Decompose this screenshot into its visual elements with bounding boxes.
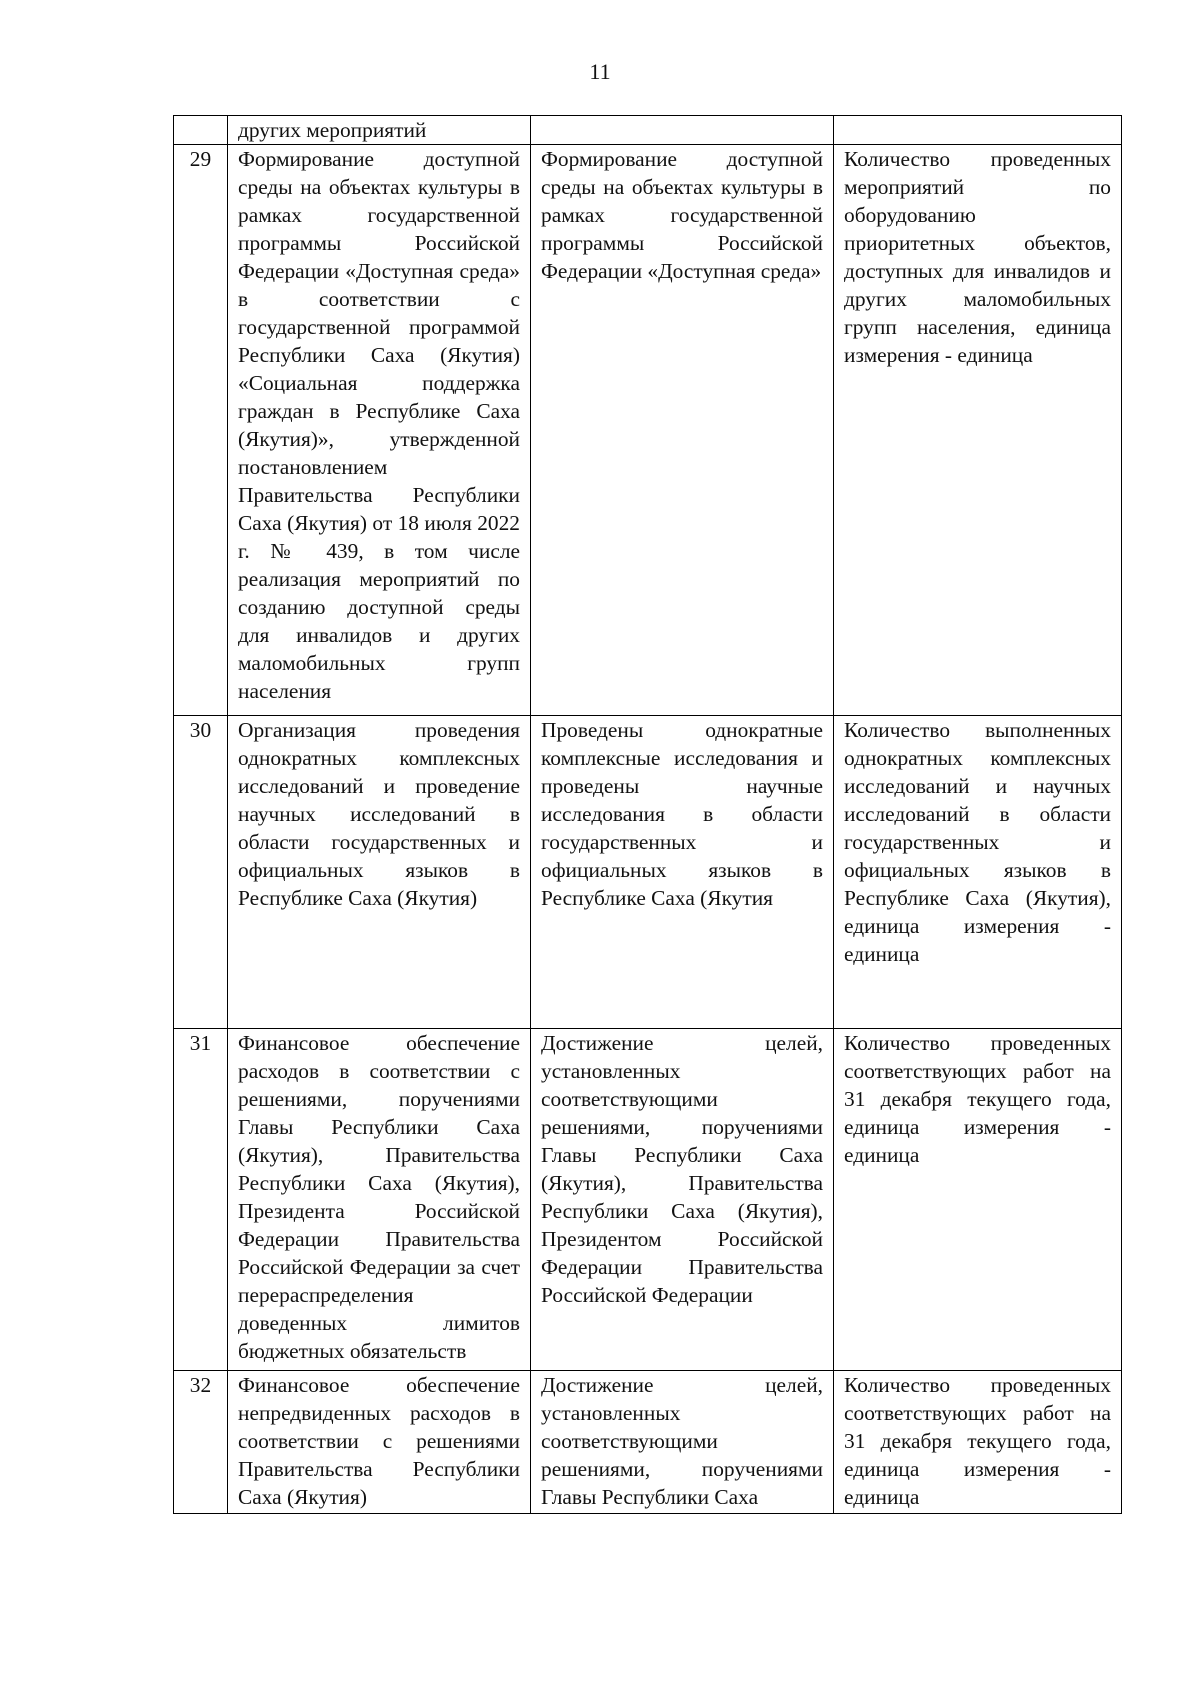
row-number-cell: 29 bbox=[174, 145, 228, 716]
measure-name-cell: других мероприятий bbox=[228, 116, 531, 145]
measure-result-cell: Достижение целей, установленных соответствующими решениями, поручениями Главы Республики Саха (Якутия), Правительства Республики Саха (Якутия), Президентом Российской Федерации Правительства Российской Федерации bbox=[531, 1029, 834, 1371]
measure-indicator-cell: Количество проведенных мероприятий по оборудованию приоритетных объектов, доступных для инвалидов и других маломобильных групп населения, единица измерения - единица bbox=[834, 145, 1122, 716]
measure-name-cell: Финансовое обеспечение расходов в соответствии с решениями, поручениями Главы Республики Саха (Якутия), Правительства Республики Саха (Якутия), Президента Российской Федерации Правительства Российской Федерации за счет перераспределения доведенных лимитов бюджетных обязательств bbox=[228, 1029, 531, 1371]
row-number-cell bbox=[174, 116, 228, 145]
measure-indicator-cell: Количество проведенных соответствующих работ на 31 декабря текущего года, единица измерения - единица bbox=[834, 1371, 1122, 1514]
row-number-cell: 30 bbox=[174, 716, 228, 1029]
measures-table bbox=[173, 115, 1122, 1514]
measure-result-cell bbox=[531, 116, 834, 145]
table-row bbox=[174, 145, 1122, 716]
measure-indicator-cell: Количество проведенных соответствующих работ на 31 декабря текущего года, единица измерения - единица bbox=[834, 1029, 1122, 1371]
table-row bbox=[174, 1371, 1122, 1514]
measure-result-cell: Проведены однократные комплексные исследования и проведены научные исследования в области государственных и официальных языков в Республике Саха (Якутия bbox=[531, 716, 834, 1029]
table-row bbox=[174, 716, 1122, 1029]
row-number-cell: 32 bbox=[174, 1371, 228, 1514]
measure-result-cell: Формирование доступной среды на объектах культуры в рамках государственной программы Российской Федерации «Доступная среда» bbox=[531, 145, 834, 716]
table-row-continuation bbox=[174, 116, 1122, 145]
measure-name-cell: Финансовое обеспечение непредвиденных расходов в соответствии с решениями Правительства Республики Саха (Якутия) bbox=[228, 1371, 531, 1514]
table-row bbox=[174, 1029, 1122, 1371]
page-number: 11 bbox=[589, 59, 611, 84]
measure-indicator-cell bbox=[834, 116, 1122, 145]
row-number-cell: 31 bbox=[174, 1029, 228, 1371]
measure-result-cell: Достижение целей, установленных соответствующими решениями, поручениями Главы Республики Саха bbox=[531, 1371, 834, 1514]
measure-name-cell: Организация проведения однократных комплексных исследований и проведение научных исследований в области государственных и официальных языков в Республике Саха (Якутия) bbox=[228, 716, 531, 1029]
measure-name-cell: Формирование доступной среды на объектах культуры в рамках государственной программы Российской Федерации «Доступная среда» в соответствии с государственной программой Республики Саха (Якутия) «Социальная поддержка граждан в Республике Саха (Якутия)», утвержденной постановлением Правительства Республики Саха (Якутия) от 18 июля 2022 г. № 439, в том числе реализация мероприятий по созданию доступной среды для инвалидов и других маломобильных групп населения bbox=[228, 145, 531, 716]
measure-indicator-cell: Количество выполненных однократных комплексных исследований и научных исследований в области государственных и официальных языков в Республике Саха (Якутия), единица измерения - единица bbox=[834, 716, 1122, 1029]
